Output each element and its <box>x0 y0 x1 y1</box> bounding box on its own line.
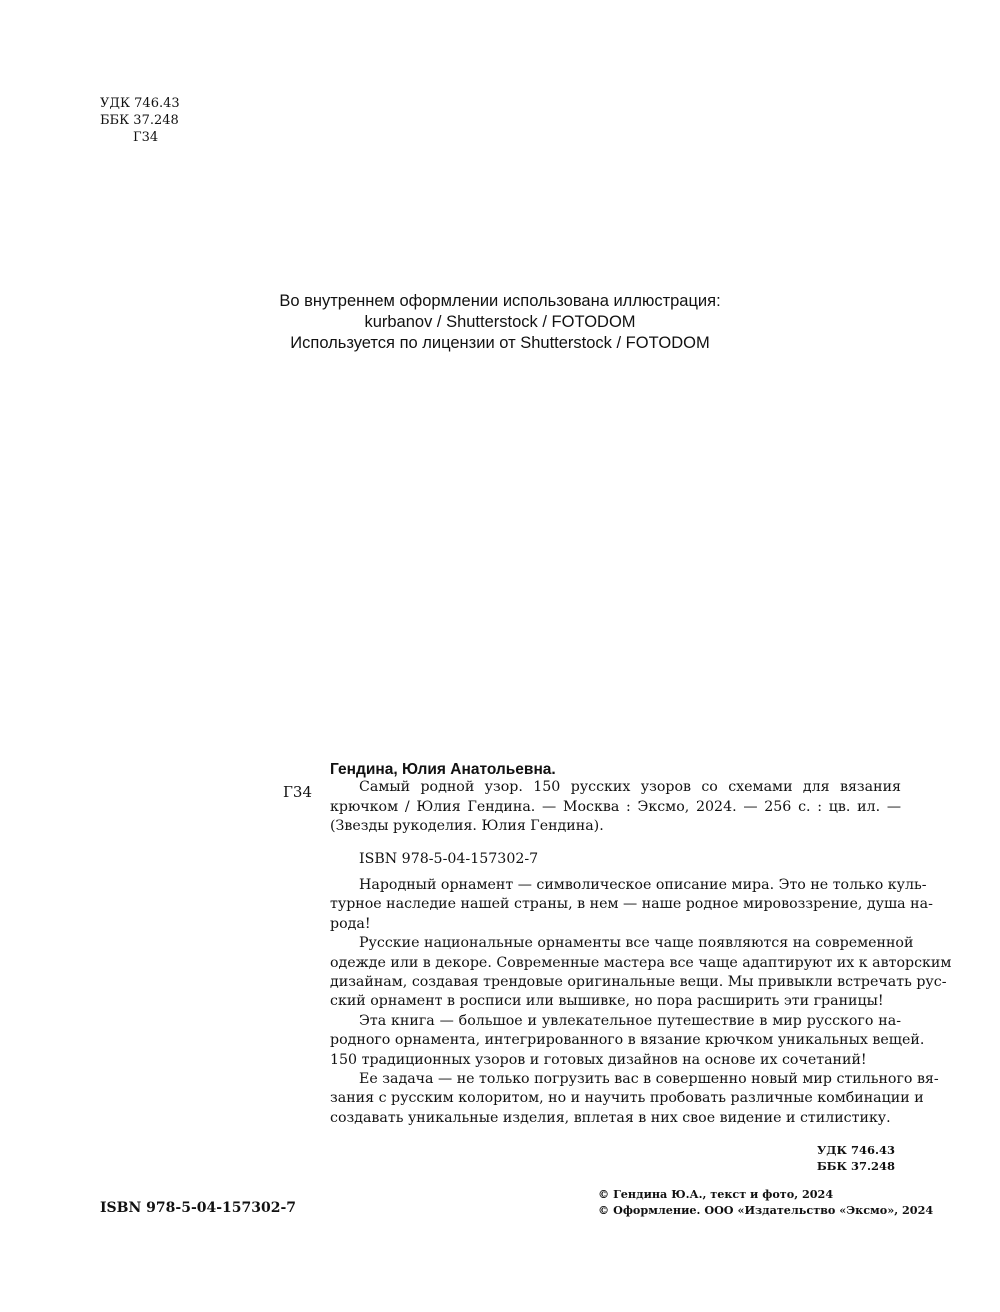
copyright-block <box>598 1186 933 1218</box>
footer-bbk-code: ББК 37.248 <box>816 1159 895 1173</box>
footer-isbn: ISBN 978-5-04-157302-7 <box>100 1200 297 1216</box>
annotation-line: ский орнамент в росписи или вышивке, но пора расширить эти границы! <box>330 993 884 1010</box>
record-line: (Звезды рукоделия. Юлия Гендина). <box>330 818 604 834</box>
annotation-line: создавать уникальные изделия, вплетая в них свое видение и стилистику. <box>330 1109 891 1126</box>
author-sign: Г34 <box>133 130 159 145</box>
bbk-code: ББК 37.248 <box>100 113 179 128</box>
record-author: Гендина, Юлия Анатольевна. <box>330 761 556 778</box>
annotation <box>330 876 952 1128</box>
classification-block <box>100 95 180 146</box>
annotation-line: 150 традиционных узоров и готовых дизайнов на основе их сочетаний! <box>330 1051 867 1068</box>
illustration-credit-line-1: Во внутреннем оформлении использована иллюстрация: <box>279 292 721 310</box>
annotation-line: одежде или в декоре. Современные мастера все чаще адаптируют их к авторским <box>330 954 952 971</box>
footer-classification <box>800 1142 895 1174</box>
udk-code: УДК 746.43 <box>100 96 180 111</box>
record-description <box>330 778 901 837</box>
annotation-line: Эта книга — большое и увлекательное путешествие в мир русского на- <box>359 1012 901 1029</box>
record-isbn: ISBN 978-5-04-157302-7 <box>359 851 539 867</box>
annotation-line: родного орнамента, интегрированного в вязание крючком уникальных вещей. <box>330 1032 925 1049</box>
illustration-credit-line-2: kurbanov / Shutterstock / FOTODOM <box>364 313 636 331</box>
record-line: крючком / Юлия Гендина. — Москва : Эксмо, 2024. — 256 с. : цв. ил. — <box>330 798 901 815</box>
copyright-text: © Гендина Ю.А., текст и фото, 2024 <box>598 1187 834 1201</box>
footer-udk-code: УДК 746.43 <box>816 1143 895 1157</box>
illustration-credit <box>200 291 800 354</box>
annotation-line: рода! <box>330 915 371 932</box>
copyright-design: © Оформление. ООО «Издательство «Эксмо», 2024 <box>598 1203 934 1217</box>
illustration-credit-line-3: Используется по лицензии от Shutterstock / FOTODOM <box>290 334 710 352</box>
record-author-sign: Г34 <box>283 783 313 801</box>
annotation-line: зания с русским колоритом, но и научить пробовать различные комбинации и <box>330 1090 924 1107</box>
annotation-line: Ее задача — не только погрузить вас в совершенно новый мир стильного вя- <box>359 1071 939 1088</box>
annotation-line: Русские национальные орнаменты все чаще появляются на современной <box>359 935 914 952</box>
annotation-line: турное наследие нашей страны, в нем — наше родное мировоззрение, душа на- <box>330 896 933 913</box>
annotation-line: дизайнам, создавая трендовые оригинальные вещи. Мы привыкли встречать рус- <box>330 974 947 991</box>
annotation-line: Народный орнамент — символическое описание мира. Это не только куль- <box>359 877 927 893</box>
record-line: Самый родной узор. 150 русских узоров со схемами для вязания <box>359 779 901 795</box>
